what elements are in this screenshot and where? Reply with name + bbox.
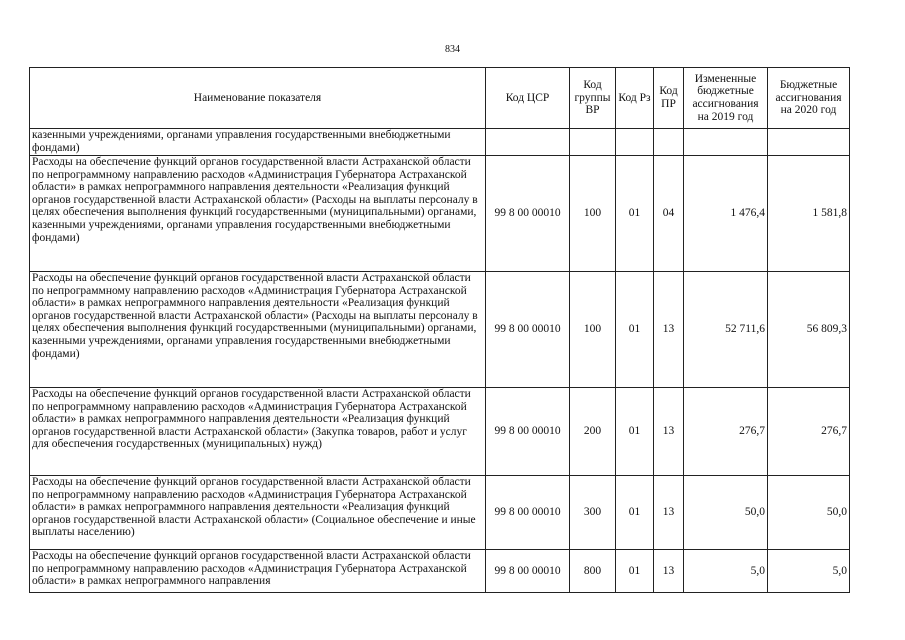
header-pr: Код ПР (654, 68, 684, 129)
header-2020: Бюджетные ассигнования на 2020 год (768, 68, 850, 129)
cell-pr: 13 (654, 550, 684, 593)
table-row (30, 272, 850, 388)
cell-vr: 800 (570, 550, 616, 593)
cell-2020 (768, 129, 850, 156)
cell-2020: 1 581,8 (768, 156, 850, 272)
cell-pr: 13 (654, 272, 684, 388)
cell-name: Расходы на обеспечение функций органов государственной власти Астраханской области по непрограммному направлению расходов «Администрация Губернатора Астраханской области» в рамках непрограммного направления деятельности «Реализация функций органов государственной власти Астраханской области» (Расходы на выплаты персоналу в целях обеспечения выполнения функций государственными (муниципальными) органами, казенными учреждениями, органами управления государственными внебюджетными фондами) (30, 156, 486, 272)
cell-pr (654, 129, 684, 156)
page-number: 834 (445, 44, 460, 55)
table-header-row (30, 68, 850, 129)
cell-csr: 99 8 00 00010 (486, 388, 570, 476)
cell-name: казенными учреждениями, органами управления государственными внебюджетными фондами) (30, 129, 486, 156)
header-vr: Код группы ВР (570, 68, 616, 129)
cell-vr: 200 (570, 388, 616, 476)
cell-2019: 1 476,4 (684, 156, 768, 272)
cell-vr (570, 129, 616, 156)
cell-csr: 99 8 00 00010 (486, 476, 570, 550)
cell-pr: 04 (654, 156, 684, 272)
header-2019: Измененные бюджетные ассигнования на 2019 год (684, 68, 768, 129)
cell-2019: 52 711,6 (684, 272, 768, 388)
cell-2020: 5,0 (768, 550, 850, 593)
table-row (30, 476, 850, 550)
cell-csr (486, 129, 570, 156)
table-row (30, 388, 850, 476)
cell-rz: 01 (616, 388, 654, 476)
cell-2019: 5,0 (684, 550, 768, 593)
cell-csr: 99 8 00 00010 (486, 550, 570, 593)
cell-name: Расходы на обеспечение функций органов государственной власти Астраханской области по непрограммному направлению расходов «Администрация Губернатора Астраханской области» в рамках непрограммного направления деятельности «Реализация функций органов государственной власти Астраханской области» (Расходы на выплаты персоналу в целях обеспечения выполнения функций государственными (муниципальными) органами, казенными учреждениями, органами управления государственными внебюджетными фондами) (30, 272, 486, 388)
cell-vr: 300 (570, 476, 616, 550)
cell-2020: 276,7 (768, 388, 850, 476)
cell-rz: 01 (616, 550, 654, 593)
cell-vr: 100 (570, 156, 616, 272)
cell-rz: 01 (616, 156, 654, 272)
cell-csr: 99 8 00 00010 (486, 272, 570, 388)
header-name: Наименование показателя (30, 68, 486, 129)
cell-2020: 56 809,3 (768, 272, 850, 388)
table-row (30, 550, 850, 593)
cell-pr: 13 (654, 388, 684, 476)
cell-name: Расходы на обеспечение функций органов государственной власти Астраханской области по непрограммному направлению расходов «Администрация Губернатора Астраханской области» в рамках непрограммного направления деятельности «Реализация функций органов государственной власти Астраханской области» (Закупка товаров, работ и услуг для обеспечения государственных (муниципальных) нужд) (30, 388, 486, 476)
cell-rz: 01 (616, 476, 654, 550)
cell-csr: 99 8 00 00010 (486, 156, 570, 272)
table-row (30, 156, 850, 272)
cell-pr: 13 (654, 476, 684, 550)
header-csr: Код ЦСР (486, 68, 570, 129)
cell-name: Расходы на обеспечение функций органов государственной власти Астраханской области по непрограммному направлению расходов «Администрация Губернатора Астраханской области» в рамках непрограммного направления деятельности «Реализация функций органов государственной власти Астраханской области» (Социальное обеспечение и иные выплаты населению) (30, 476, 486, 550)
cell-rz (616, 129, 654, 156)
table-row (30, 129, 850, 156)
cell-name: Расходы на обеспечение функций органов государственной власти Астраханской области по непрограммному направлению расходов «Администрация Губернатора Астраханской области» в рамках непрограммного направления (30, 550, 486, 593)
cell-2019: 50,0 (684, 476, 768, 550)
cell-2019 (684, 129, 768, 156)
cell-2019: 276,7 (684, 388, 768, 476)
cell-rz: 01 (616, 272, 654, 388)
header-rz: Код Рз (616, 68, 654, 129)
budget-table (29, 67, 850, 593)
cell-vr: 100 (570, 272, 616, 388)
cell-2020: 50,0 (768, 476, 850, 550)
